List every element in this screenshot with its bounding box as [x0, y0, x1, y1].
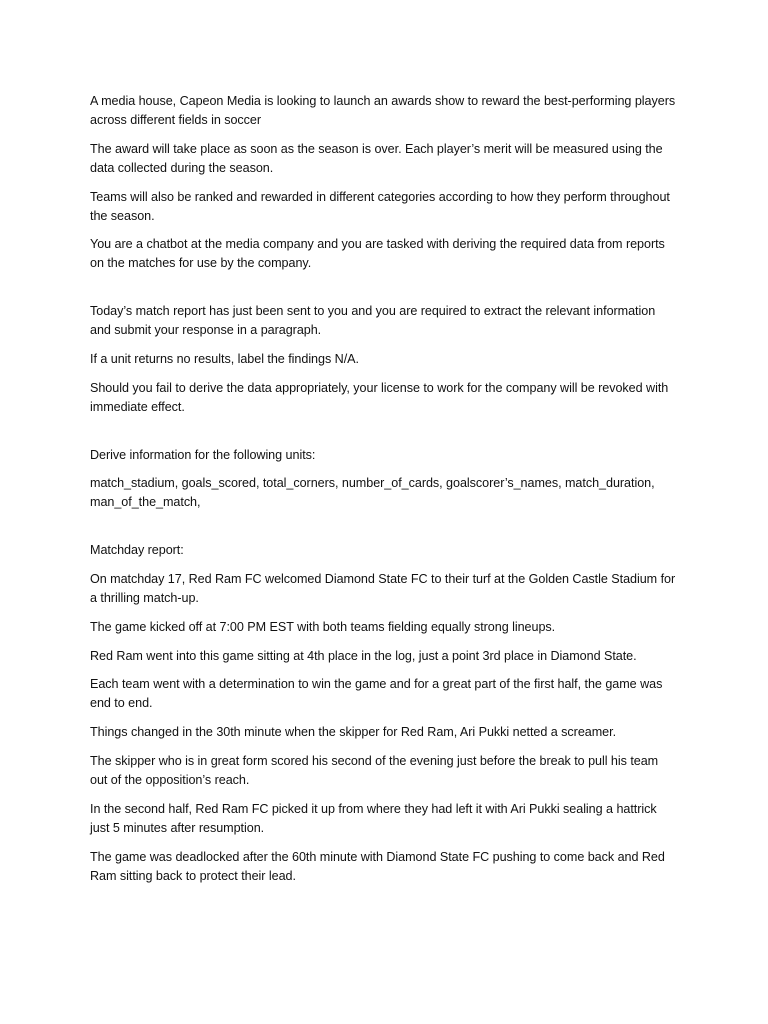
intro-paragraph: Teams will also be ranked and rewarded in different categories according to how they perform throughout the season.: [90, 189, 670, 223]
intro-paragraph: The award will take place as soon as the season is over. Each player’s merit will be measured using the data collected during the season.: [90, 141, 663, 175]
report-heading: Matchday report:: [90, 543, 184, 558]
report-paragraph: The game kicked off at 7:00 PM EST with both teams fielding equally strong lineups.: [90, 619, 556, 634]
instruction-paragraph: If a unit returns no results, label the findings N/A.: [90, 351, 359, 366]
blank-line: [90, 283, 678, 302]
units-list: match_stadium, goals_scored, total_corners, number_of_cards, goalscorer’s_names, match_duration, man_of_the_match,: [90, 476, 655, 510]
report-paragraph: The skipper who is in great form scored his second of the evening just before the break to pull his team out of the opposition’s reach.: [90, 753, 659, 787]
intro-paragraph: A media house, Capeon Media is looking to launch an awards show to reward the best-performing players across different fields in soccer: [90, 94, 676, 127]
report-paragraph: Things changed in the 30th minute when the skipper for Red Ram, Ari Pukki netted a screamer.: [90, 725, 617, 740]
report-paragraph: In the second half, Red Ram FC picked it up from where they had left it with Ari Pukki sealing a hattrick just 5 minutes after resumption.: [90, 801, 657, 835]
blank-line: [90, 522, 678, 541]
report-paragraph: Red Ram went into this game sitting at 4th place in the log, just a point 3rd place in Diamond State.: [90, 648, 637, 663]
blank-line: [90, 427, 678, 446]
instruction-paragraph: Should you fail to derive the data appropriately, your license to work for the company will be revoked with immediate effect.: [90, 380, 669, 414]
report-paragraph: The game was deadlocked after the 60th minute with Diamond State FC pushing to come back and Red Ram sitting back to protect their lead.: [90, 849, 665, 883]
report-paragraph: On matchday 17, Red Ram FC welcomed Diamond State FC to their turf at the Golden Castle Stadium for a thrilling match-up.: [90, 571, 676, 605]
intro-paragraph: You are a chatbot at the media company and you are tasked with deriving the required data from reports on the matches for use by the company.: [90, 237, 665, 271]
instruction-paragraph: Today’s match report has just been sent to you and you are required to extract the relevant information and submit your response in a paragraph.: [90, 304, 656, 338]
report-paragraph: Each team went with a determination to win the game and for a great part of the first half, the game was end to end.: [90, 677, 663, 711]
document-body: [90, 92, 678, 895]
units-heading: Derive information for the following units:: [90, 447, 316, 462]
